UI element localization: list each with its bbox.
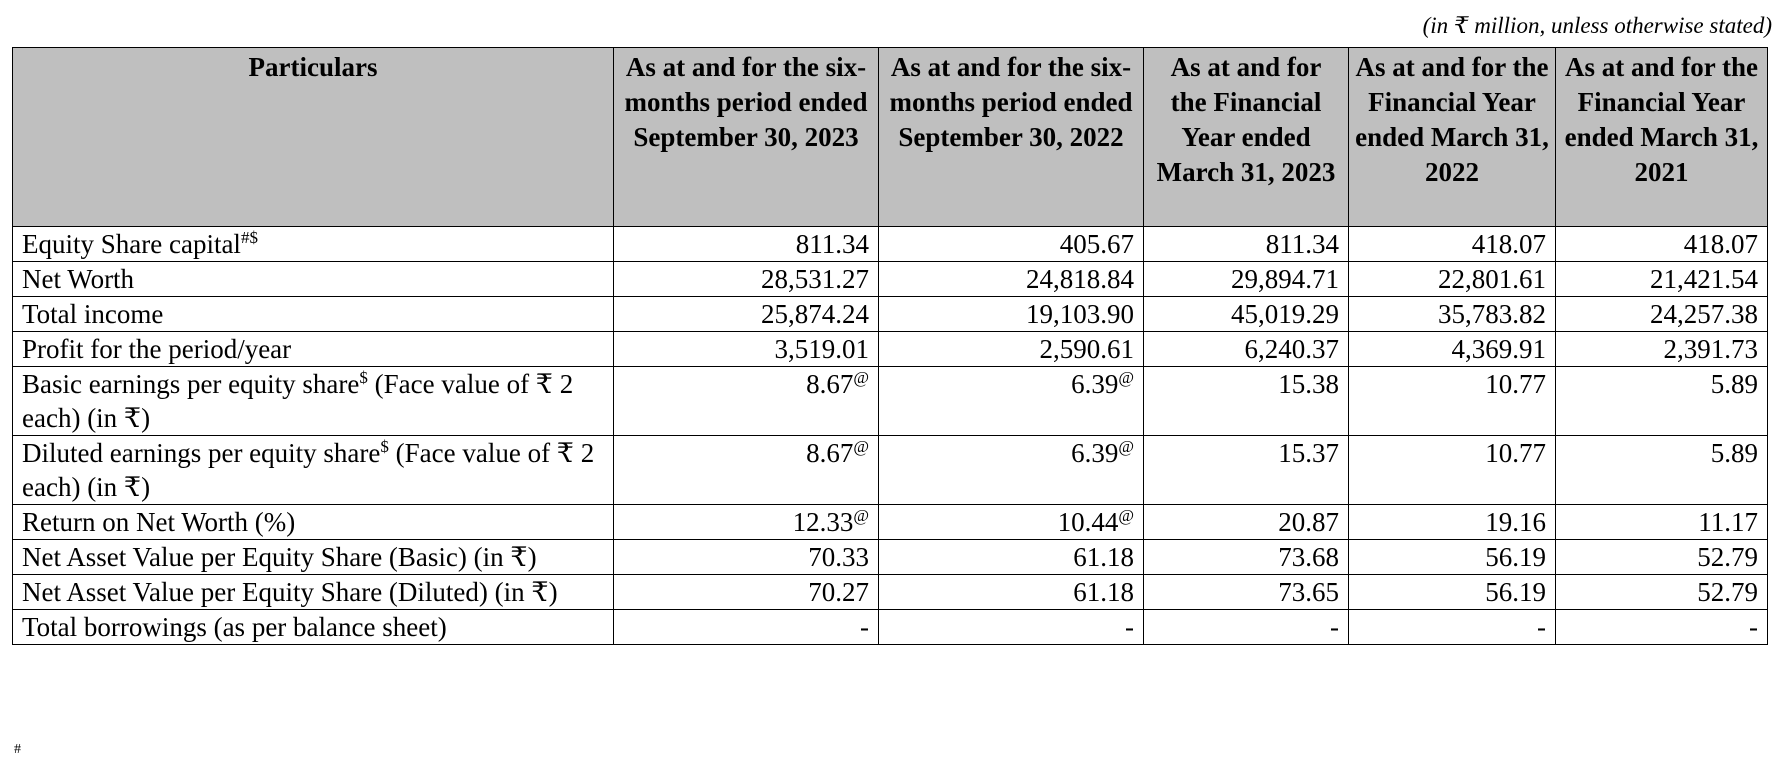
cell-value: 24,257.38 xyxy=(1556,297,1768,332)
cell-value: 56.19 xyxy=(1349,575,1556,610)
cell-value: 19.16 xyxy=(1349,505,1556,540)
label-sup: $ xyxy=(359,368,368,387)
cell-value: 5.89 xyxy=(1556,436,1768,505)
cell-value xyxy=(879,436,1144,505)
cell-value: 70.27 xyxy=(614,575,879,610)
cell-value: - xyxy=(879,610,1144,645)
table-row xyxy=(13,575,1768,610)
table-row xyxy=(13,262,1768,297)
cell-value: - xyxy=(1556,610,1768,645)
cell-value: 35,783.82 xyxy=(1349,297,1556,332)
row-label xyxy=(13,227,614,262)
cell-value: 15.38 xyxy=(1144,367,1349,436)
value-mark: @ xyxy=(1118,506,1134,525)
header-sep-2023: As at and for the six-months period ended September 30, 2023 xyxy=(614,48,879,227)
value-mark: @ xyxy=(853,437,869,456)
header-fy-2022: As at and for the Financial Year ended March 31, 2022 xyxy=(1349,48,1556,227)
table-row xyxy=(13,505,1768,540)
value-mark: @ xyxy=(853,506,869,525)
cell-value: 811.34 xyxy=(614,227,879,262)
header-row xyxy=(13,48,1768,227)
table-row xyxy=(13,540,1768,575)
units-note: (in ₹ million, unless otherwise stated) xyxy=(1422,13,1772,38)
row-label: Return on Net Worth (%) xyxy=(13,505,614,540)
value-mark: @ xyxy=(1118,368,1134,387)
cell-value: 811.34 xyxy=(1144,227,1349,262)
cell-value: 19,103.90 xyxy=(879,297,1144,332)
header-particulars: Particulars xyxy=(13,48,614,227)
row-label: Net Worth xyxy=(13,262,614,297)
table-row xyxy=(13,227,1768,262)
cell-value: 2,391.73 xyxy=(1556,332,1768,367)
table-row xyxy=(13,297,1768,332)
cell-value: 2,590.61 xyxy=(879,332,1144,367)
cell-value: 29,894.71 xyxy=(1144,262,1349,297)
cell-value: 15.37 xyxy=(1144,436,1349,505)
cell-value: 52.79 xyxy=(1556,575,1768,610)
row-label: Total income xyxy=(13,297,614,332)
table-row xyxy=(13,332,1768,367)
cell-value: 21,421.54 xyxy=(1556,262,1768,297)
cell-value: 70.33 xyxy=(614,540,879,575)
cell-value: 56.19 xyxy=(1349,540,1556,575)
cell-value xyxy=(879,367,1144,436)
cell-value: 10.77 xyxy=(1349,436,1556,505)
value-text: 6.39 xyxy=(1071,369,1119,399)
cell-value: - xyxy=(1144,610,1349,645)
row-label: Profit for the period/year xyxy=(13,332,614,367)
value-text: 8.67 xyxy=(806,369,854,399)
cell-value: - xyxy=(614,610,879,645)
row-label xyxy=(13,436,614,505)
cell-value: 405.67 xyxy=(879,227,1144,262)
value-text: 10.44 xyxy=(1057,507,1119,537)
header-fy-2023: As at and for the Financial Year ended March 31, 2023 xyxy=(1144,48,1349,227)
value-text: 8.67 xyxy=(806,438,854,468)
value-text: 6.39 xyxy=(1071,438,1119,468)
label-sup: #$ xyxy=(240,228,258,247)
cell-value: 73.68 xyxy=(1144,540,1349,575)
row-label: Total borrowings (as per balance sheet) xyxy=(13,610,614,645)
cell-value: 61.18 xyxy=(879,540,1144,575)
cell-value: 73.65 xyxy=(1144,575,1349,610)
label-rest: (Face value of ₹ 2 each) (in ₹) xyxy=(22,438,595,502)
value-mark: @ xyxy=(853,368,869,387)
table-row xyxy=(13,436,1768,505)
cell-value: 6,240.37 xyxy=(1144,332,1349,367)
label-text: Diluted earnings per equity share xyxy=(22,438,381,468)
cell-value: 3,519.01 xyxy=(614,332,879,367)
cell-value: 418.07 xyxy=(1556,227,1768,262)
label-text: Basic earnings per equity share xyxy=(22,369,360,399)
cell-value: 11.17 xyxy=(1556,505,1768,540)
header-fy-2021: As at and for the Financial Year ended March 31, 2021 xyxy=(1556,48,1768,227)
cell-value: 45,019.29 xyxy=(1144,297,1349,332)
value-text: 12.33 xyxy=(792,507,854,537)
cell-value: 22,801.61 xyxy=(1349,262,1556,297)
cell-value xyxy=(879,505,1144,540)
footnote-mark: # xyxy=(14,742,21,757)
cell-value: 25,874.24 xyxy=(614,297,879,332)
table-row xyxy=(13,367,1768,436)
header-sep-2022: As at and for the six-months period ended September 30, 2022 xyxy=(879,48,1144,227)
financial-summary-table xyxy=(12,47,1768,645)
cell-value: 28,531.27 xyxy=(614,262,879,297)
cell-value xyxy=(614,367,879,436)
cell-value: 418.07 xyxy=(1349,227,1556,262)
cell-value: 52.79 xyxy=(1556,540,1768,575)
cell-value: 20.87 xyxy=(1144,505,1349,540)
cell-value: 61.18 xyxy=(879,575,1144,610)
cell-value: 4,369.91 xyxy=(1349,332,1556,367)
label-sup: $ xyxy=(380,437,389,456)
row-label: Net Asset Value per Equity Share (Diluted) (in ₹) xyxy=(13,575,614,610)
label-text: Equity Share capital xyxy=(22,229,241,259)
cell-value: 24,818.84 xyxy=(879,262,1144,297)
cell-value xyxy=(614,505,879,540)
label-rest: (Face value of ₹ 2 each) (in ₹) xyxy=(22,369,574,433)
cell-value: 10.77 xyxy=(1349,367,1556,436)
row-label xyxy=(13,367,614,436)
cell-value: 5.89 xyxy=(1556,367,1768,436)
table-row xyxy=(13,610,1768,645)
cell-value xyxy=(614,436,879,505)
value-mark: @ xyxy=(1118,437,1134,456)
row-label: Net Asset Value per Equity Share (Basic) (in ₹) xyxy=(13,540,614,575)
cell-value: - xyxy=(1349,610,1556,645)
